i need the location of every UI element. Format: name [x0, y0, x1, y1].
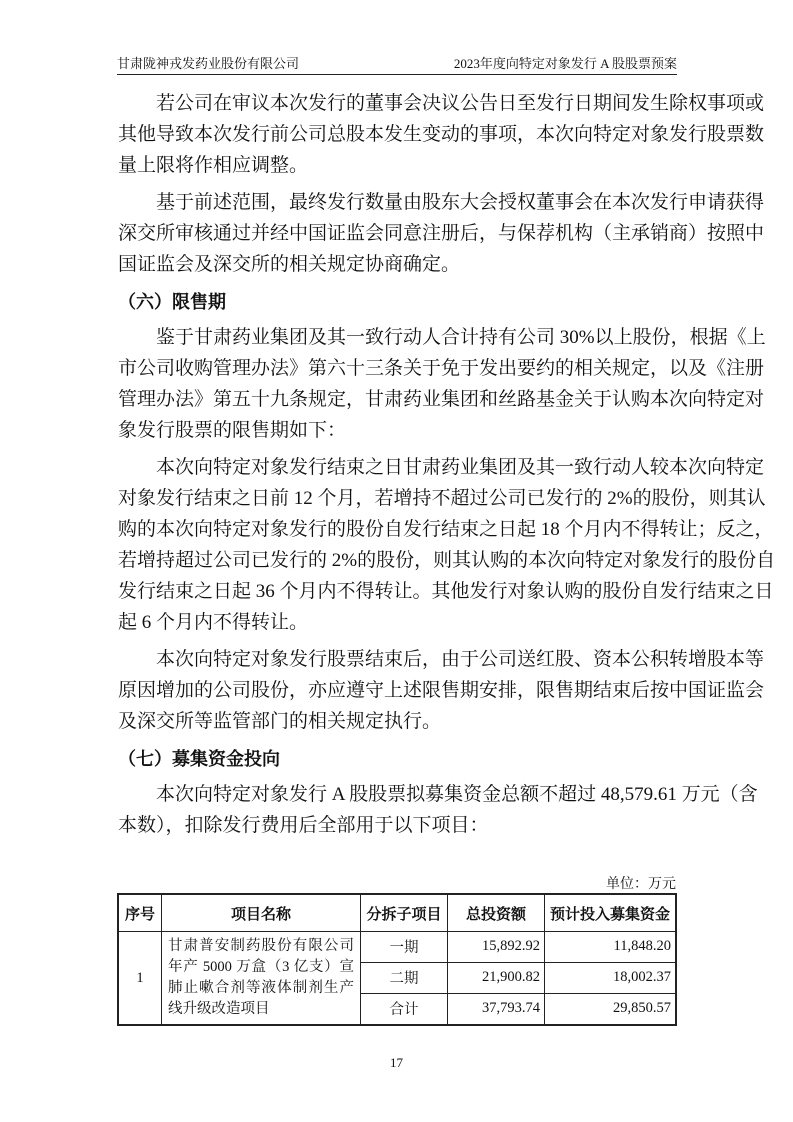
text-line: 象发行股票的限售期如下： [118, 420, 347, 441]
paragraph [118, 452, 776, 638]
col-raised-funds: 预计投入募集资金 [545, 894, 677, 932]
section-heading-fund-use: （七）募集资金投向 [118, 749, 280, 769]
text-line: 本次向特定对象发行 A 股股票拟募集资金总额不超过 48,579.61 万元（含 [156, 784, 758, 805]
paragraph [118, 779, 758, 841]
col-sub-project: 分拆子项目 [361, 894, 448, 932]
paragraph [118, 322, 766, 446]
text-line: 管理办法》第五十九条规定，甘肃药业集团和丝路基金关于认购本次向特定对 [118, 389, 765, 410]
raised-funds: 11,848.20 [545, 932, 677, 963]
header-doc-title: 2023年度向特定对象发行 A 股股票预案 [453, 56, 677, 71]
table-header-row [118, 894, 676, 932]
fund-use-table [117, 893, 677, 1026]
col-total-investment: 总投资额 [448, 894, 545, 932]
total-investment: 37,793.74 [448, 993, 545, 1025]
text-line: 起 6 个月内不得转让。 [118, 612, 309, 633]
paragraph [118, 644, 765, 737]
text-line: 本次向特定对象发行结束之日甘肃药业集团及其一致行动人较本次向特定 [156, 457, 765, 478]
text-line: 其他导致本次发行前公司总股本发生变动的事项，本次向特定对象发行股票数 [118, 124, 765, 145]
total-investment: 15,892.92 [448, 932, 545, 963]
raised-funds: 29,850.57 [545, 993, 677, 1025]
section-heading-lockup: （六）限售期 [118, 292, 226, 312]
text-line: 国证监会及深交所的相关规定协商确定。 [118, 254, 461, 275]
text-line: 对象发行结束之日前 12 个月，若增持不超过公司已发行的 2%的股份，则其认 [118, 488, 766, 509]
document-body [118, 88, 776, 847]
text-line: 若增持超过公司已发行的 2%的股份，则其认购的本次向特定对象发行的股份自 [118, 550, 776, 571]
paragraph [118, 187, 765, 280]
header-company: 甘肃陇神戎发药业股份有限公司 [117, 56, 300, 71]
raised-funds: 18,002.37 [545, 962, 677, 993]
table-row [118, 932, 676, 963]
project-name: 甘肃普安制药股份有限公司年产 5000 万盒（3 亿支）宣肺止嗽合剂等液体制剂生产线升级改造项目 [162, 932, 361, 1026]
text-line: 原因增加的公司股份，亦应遵守上述限售期安排，限售期结束后按中国证监会 [118, 680, 765, 701]
text-line: 发行结束之日起 36 个月内不得转让。其他发行对象认购的股份自发行结束之日 [118, 581, 774, 602]
text-line: 若公司在审议本次发行的董事会决议公告日至发行日期间发生除权事项或 [156, 93, 765, 114]
table-unit: 单位：万元 [606, 877, 676, 892]
text-line: 本数），扣除发行费用后全部用于以下项目： [118, 815, 489, 836]
col-project-name: 项目名称 [162, 894, 361, 932]
text-line: 量上限将作相应调整。 [118, 155, 309, 176]
text-line: 及深交所等监管部门的相关规定执行。 [118, 711, 442, 732]
paragraph [118, 88, 765, 181]
sub-project: 二期 [361, 962, 448, 993]
sub-project: 一期 [361, 932, 448, 963]
text-line: 购的本次向特定对象发行的股份自发行结束之日起 18 个月内不得转让；反之， [118, 519, 774, 540]
text-line: 本次向特定对象发行股票结束后，由于公司送红股、资本公积转增股本等 [156, 649, 765, 670]
page-number: 17 [390, 1055, 403, 1070]
row-index: 1 [118, 932, 162, 1026]
text-line: 深交所审核通过并经中国证监会同意注册后，与保荐机构（主承销商）按照中 [118, 223, 765, 244]
text-line: 基于前述范围，最终发行数量由股东大会授权董事会在本次发行申请获得 [156, 192, 765, 213]
total-investment: 21,900.82 [448, 962, 545, 993]
sub-project: 合计 [361, 993, 448, 1025]
text-line: 市公司收购管理办法》第六十三条关于免于发出要约的相关规定，以及《注册 [118, 358, 765, 379]
page-header [117, 51, 677, 75]
col-index: 序号 [118, 894, 162, 932]
text-line: 鉴于甘肃药业集团及其一致行动人合计持有公司 30%以上股份，根据《上 [156, 327, 766, 348]
